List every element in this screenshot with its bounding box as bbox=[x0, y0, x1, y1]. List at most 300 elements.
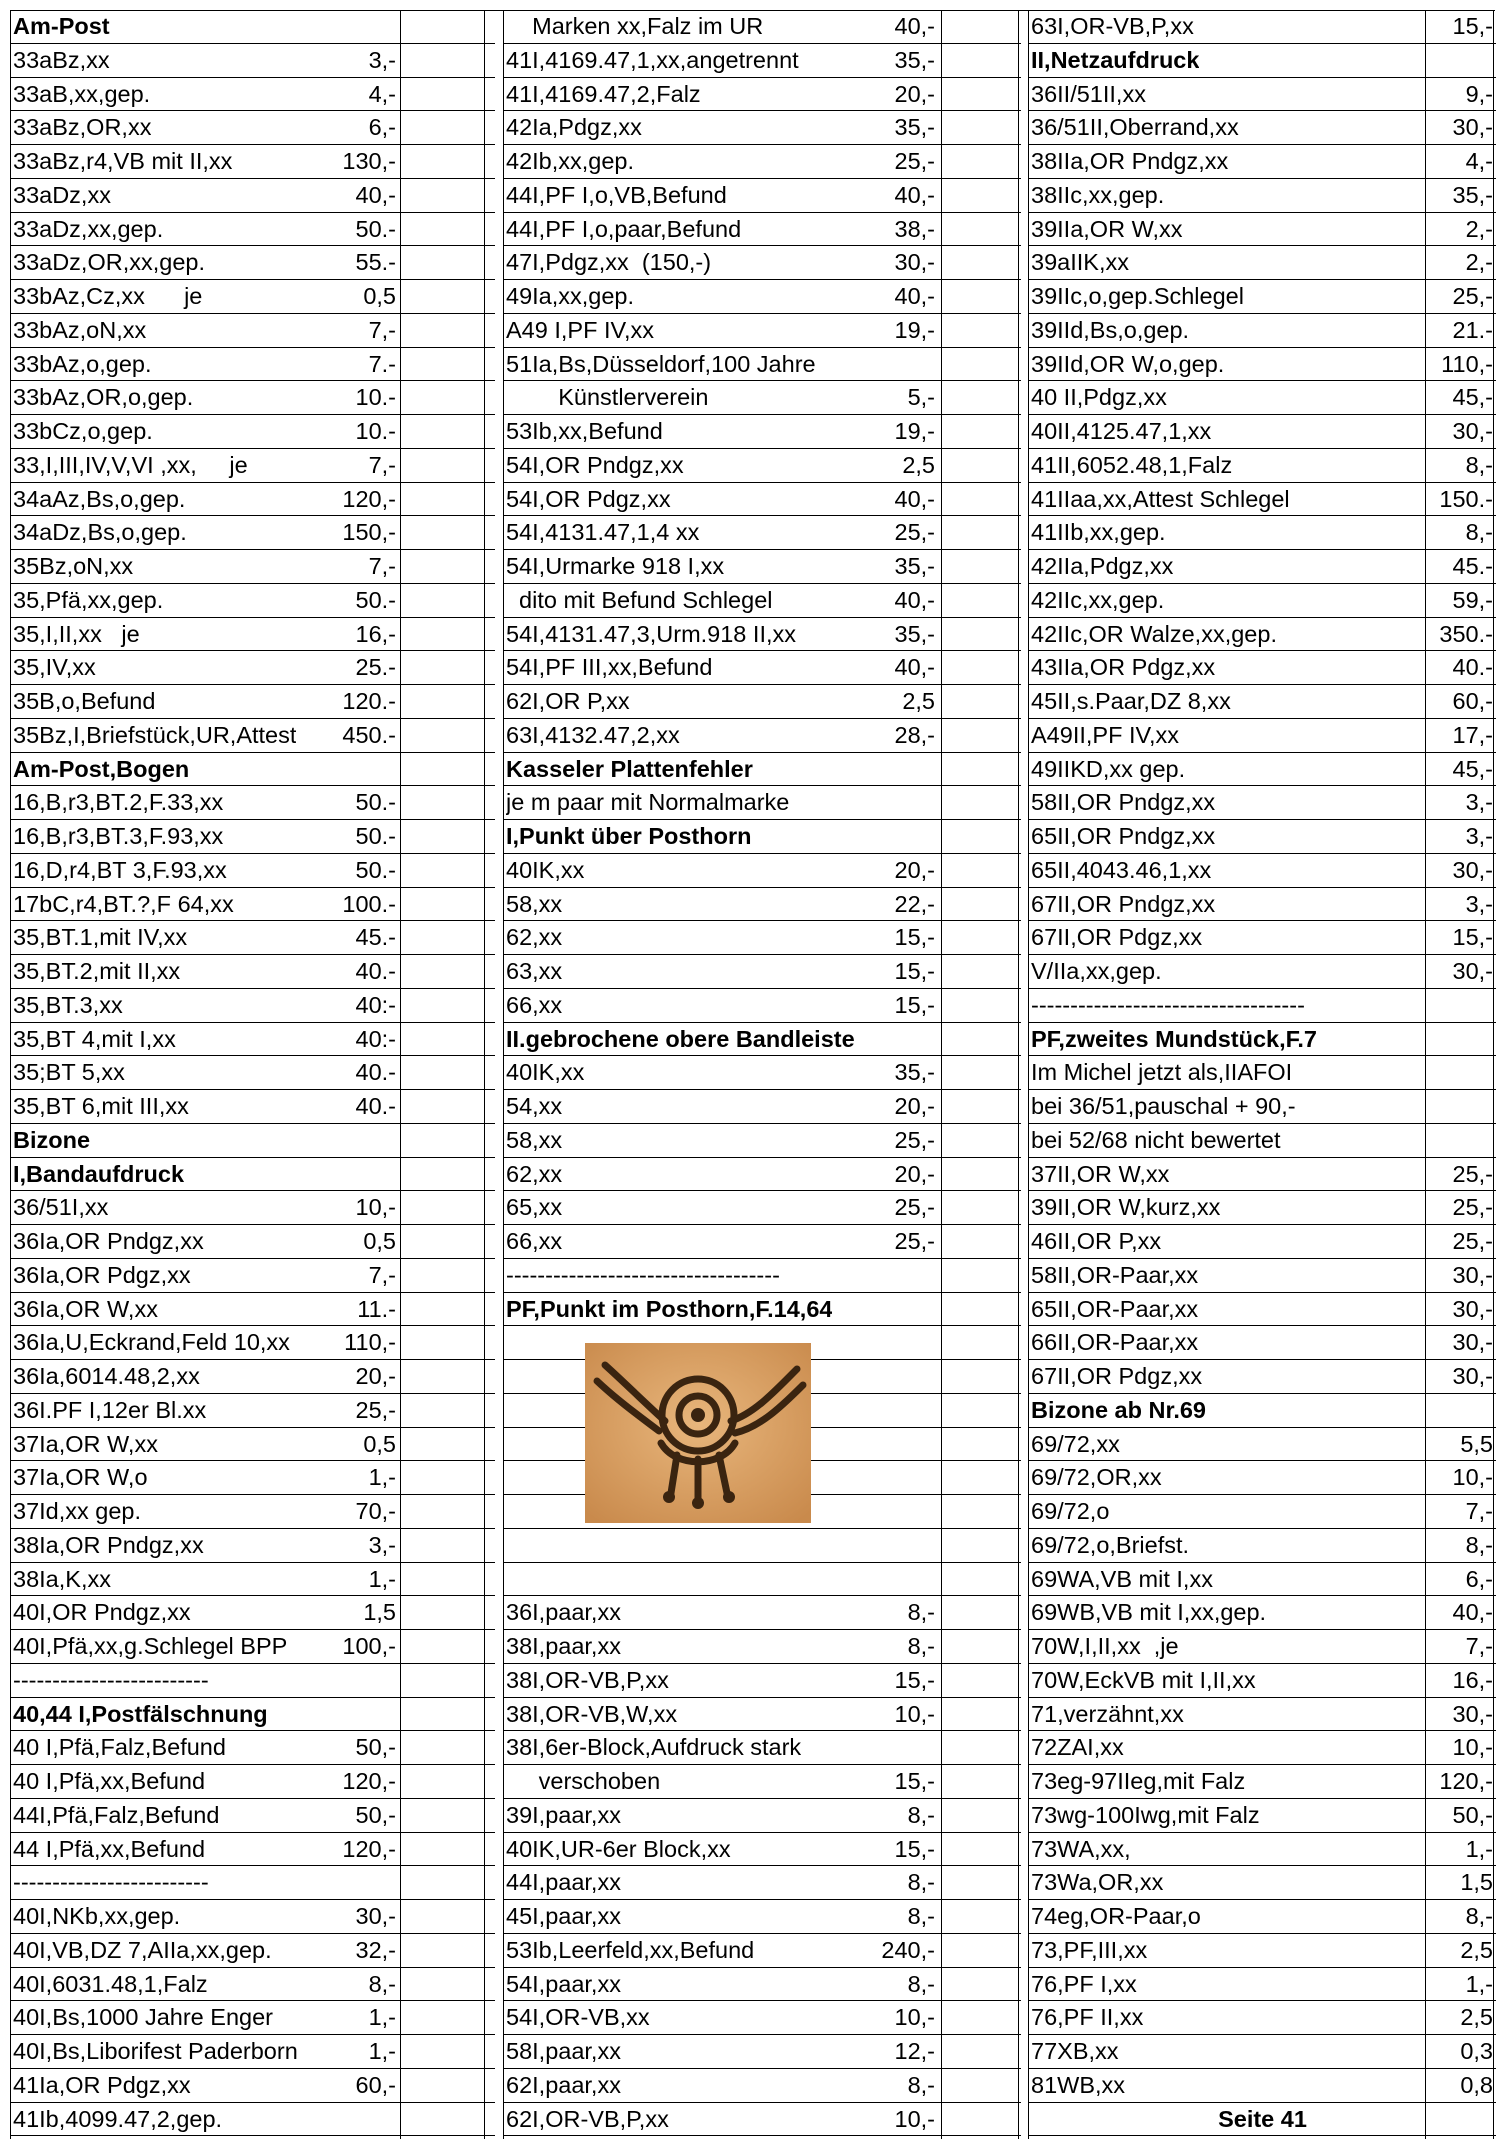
price-row bbox=[504, 786, 1021, 820]
item-price: 35,- bbox=[894, 553, 935, 579]
price-row bbox=[504, 2001, 1021, 2035]
item-description: 39II,OR W,kurz,xx bbox=[1031, 1194, 1221, 1221]
item-description: 69/72,xx bbox=[1031, 1430, 1120, 1457]
item-description: 40I,OR Pndgz,xx bbox=[13, 1599, 191, 1626]
item-price: 25,- bbox=[1452, 1160, 1493, 1187]
section-heading bbox=[11, 753, 495, 787]
item-price: 45,- bbox=[1452, 755, 1493, 782]
price-row bbox=[11, 651, 495, 685]
item-description: 40IK,xx bbox=[506, 1059, 585, 1086]
price-row bbox=[504, 1225, 1021, 1259]
item-price: 40,- bbox=[894, 13, 935, 39]
item-price: 16,- bbox=[355, 620, 396, 647]
item-description: 35,BT.1,mit IV,xx bbox=[13, 924, 188, 951]
item-price: 6,- bbox=[368, 114, 396, 141]
item-price: 3,- bbox=[1465, 789, 1493, 816]
item-description: 58II,OR-Paar,xx bbox=[1031, 1261, 1199, 1288]
item-description: 70W,EckVB mit I,II,xx bbox=[1031, 1666, 1256, 1693]
item-description: A49II,PF IV,xx bbox=[1031, 721, 1180, 748]
item-price: 35,- bbox=[894, 1059, 935, 1086]
item-price: 50.- bbox=[355, 823, 396, 849]
item-description: 33aDz,xx,gep. bbox=[13, 215, 164, 242]
price-row bbox=[11, 1090, 495, 1124]
item-description: 33aDz,xx bbox=[13, 181, 111, 208]
price-row bbox=[11, 1293, 495, 1327]
price-row bbox=[11, 1461, 495, 1495]
price-row bbox=[504, 1968, 1021, 2002]
item-description: 65II,OR Pndgz,xx bbox=[1031, 823, 1216, 849]
item-price: 15,- bbox=[894, 924, 935, 951]
item-price: 0,5 bbox=[363, 283, 396, 309]
item-price: 8,- bbox=[907, 1903, 935, 1929]
price-row bbox=[11, 888, 495, 922]
item-description: 33aDz,OR,xx,gep. bbox=[13, 249, 206, 276]
item-description: 38I,paar,xx bbox=[506, 1633, 621, 1659]
price-row bbox=[504, 314, 1021, 348]
item-description: 65,xx bbox=[506, 1194, 563, 1221]
item-description: 69/72,OR,xx bbox=[1031, 1464, 1162, 1491]
item-price: 59,- bbox=[1452, 586, 1493, 613]
price-row bbox=[11, 1833, 495, 1867]
item-price: 120,- bbox=[342, 1768, 396, 1794]
item-price: 3,- bbox=[368, 1531, 396, 1558]
image-row bbox=[504, 1529, 1021, 1563]
item-price: 150.- bbox=[1439, 485, 1493, 512]
price-row bbox=[504, 854, 1021, 888]
price-row bbox=[504, 1799, 1021, 1833]
price-row bbox=[504, 1056, 1021, 1090]
item-description: 41Ib,4099.47,2,gep. bbox=[13, 2105, 223, 2132]
price-row bbox=[504, 44, 1021, 78]
item-description: 40I,NKb,xx,gep. bbox=[13, 1903, 181, 1929]
item-description: Kasseler Plattenfehler bbox=[506, 755, 753, 782]
price-row bbox=[11, 449, 495, 483]
item-price: 30,- bbox=[1452, 1295, 1493, 1322]
item-price: 10,- bbox=[1452, 1464, 1493, 1491]
price-row bbox=[11, 1866, 495, 1900]
item-description: 73wg-100Iwg,mit Falz bbox=[1031, 1801, 1260, 1828]
item-price: 30,- bbox=[1452, 1261, 1493, 1288]
price-row bbox=[11, 1428, 495, 1462]
item-description: 58,xx bbox=[506, 1126, 563, 1153]
price-row bbox=[11, 145, 495, 179]
item-price: 8,- bbox=[1465, 519, 1493, 546]
item-price: 35,- bbox=[894, 46, 935, 73]
item-price: 7,- bbox=[368, 1261, 396, 1288]
price-row bbox=[11, 516, 495, 550]
item-price: 25,- bbox=[1452, 283, 1493, 309]
item-description: Künstlerverein bbox=[506, 384, 709, 411]
item-price: 30,- bbox=[1452, 418, 1493, 444]
item-description: 39aIIK,xx bbox=[1031, 249, 1129, 276]
price-row bbox=[504, 111, 1021, 145]
item-price: 120,- bbox=[1439, 1768, 1493, 1794]
price-row bbox=[11, 483, 495, 517]
price-row bbox=[504, 1866, 1021, 1900]
item-price: 8,- bbox=[907, 2071, 935, 2098]
item-description: 39IId,Bs,o,gep. bbox=[1031, 316, 1190, 343]
price-row bbox=[11, 314, 495, 348]
item-description: 54I,paar,xx bbox=[506, 1970, 621, 1997]
item-price: 10,- bbox=[1452, 1734, 1493, 1761]
price-row bbox=[11, 1394, 495, 1428]
item-description: 35,BT.2,mit II,xx bbox=[13, 958, 181, 984]
price-row bbox=[504, 1664, 1021, 1698]
item-description: 41Ia,OR Pdgz,xx bbox=[13, 2071, 191, 2098]
item-description: 34aDz,Bs,o,gep. bbox=[13, 519, 187, 546]
item-description: 42IIa,Pdgz,xx bbox=[1031, 553, 1174, 579]
section-heading bbox=[504, 753, 1021, 787]
item-price: 5,5 bbox=[1460, 1430, 1493, 1457]
section-heading bbox=[504, 1293, 1021, 1327]
item-price: 40,- bbox=[894, 485, 935, 512]
price-row bbox=[11, 381, 495, 415]
item-description: 36Ia,OR Pdgz,xx bbox=[13, 1261, 191, 1288]
item-description: 38Ia,K,xx bbox=[13, 1565, 111, 1592]
price-list-page bbox=[10, 10, 1495, 2139]
item-price: 40:- bbox=[355, 1025, 396, 1052]
price-row bbox=[11, 246, 495, 280]
item-price: 7,- bbox=[1465, 1498, 1493, 1524]
item-description: 63I,OR-VB,P,xx bbox=[1031, 13, 1194, 39]
item-price: 25,- bbox=[894, 1194, 935, 1221]
item-description: 35Bz,oN,xx bbox=[13, 553, 134, 579]
item-price: 15,- bbox=[894, 1768, 935, 1794]
item-price: 1,- bbox=[368, 2038, 396, 2064]
price-row bbox=[504, 719, 1021, 753]
item-description: 40 I,Pfä,Falz,Befund bbox=[13, 1734, 226, 1761]
item-price: 50.- bbox=[355, 586, 396, 613]
item-price: 32,- bbox=[355, 1936, 396, 1963]
item-description: 44I,PF I,o,VB,Befund bbox=[506, 181, 727, 208]
item-description: 41I,4169.47,1,xx,angetrennt bbox=[506, 46, 799, 73]
item-price: 2,5 bbox=[1460, 1936, 1493, 1963]
item-price: 25,- bbox=[1452, 1194, 1493, 1221]
price-row bbox=[504, 651, 1021, 685]
item-description: 41II,6052.48,1,Falz bbox=[1031, 451, 1233, 478]
item-description: 40II,4125.47,1,xx bbox=[1031, 418, 1212, 444]
item-price: 1,- bbox=[368, 2004, 396, 2031]
item-description: 66,xx bbox=[506, 991, 563, 1018]
item-description: 77XB,xx bbox=[1031, 2038, 1119, 2064]
item-description: 45II,s.Paar,DZ 8,xx bbox=[1031, 688, 1231, 714]
item-price: 3,- bbox=[1465, 823, 1493, 849]
price-row bbox=[504, 449, 1021, 483]
section-heading bbox=[504, 1023, 1021, 1057]
page-number: Seite 41 bbox=[1218, 2105, 1307, 2132]
item-price: 6,- bbox=[1465, 1565, 1493, 1592]
item-price: 10.- bbox=[355, 384, 396, 411]
item-price: 2,5 bbox=[902, 451, 935, 478]
item-description: 54I,PF III,xx,Befund bbox=[506, 654, 713, 681]
item-price: 240,- bbox=[881, 1936, 935, 1963]
item-price: 4,- bbox=[368, 80, 396, 107]
item-price: 110,- bbox=[344, 1329, 396, 1356]
item-price: 450.- bbox=[342, 721, 396, 748]
item-description: ------------------------- bbox=[13, 1666, 209, 1693]
item-description: 35Bz,I,Briefstück,UR,Attest bbox=[13, 721, 297, 748]
item-description: ----------------------------------- bbox=[1031, 991, 1305, 1018]
item-price: 4,- bbox=[1465, 148, 1493, 174]
item-price: 15,- bbox=[1452, 924, 1493, 951]
item-price: 15,- bbox=[894, 991, 935, 1018]
item-price: 50.- bbox=[355, 856, 396, 883]
item-description: 62,xx bbox=[506, 1160, 563, 1187]
item-price: 50,- bbox=[355, 1734, 396, 1761]
item-description: 54I,4131.47,1,4 xx bbox=[506, 519, 700, 546]
price-row bbox=[504, 685, 1021, 719]
item-price: 7,- bbox=[368, 316, 396, 343]
price-row bbox=[504, 1191, 1021, 1225]
price-row bbox=[11, 1596, 495, 1630]
price-row bbox=[504, 2035, 1021, 2069]
item-description: 38Ia,OR Pndgz,xx bbox=[13, 1531, 204, 1558]
item-description: 69/72,o,Briefst. bbox=[1031, 1531, 1190, 1558]
item-price: 40,- bbox=[894, 181, 935, 208]
item-description: 39IIc,o,gep.Schlegel bbox=[1031, 283, 1244, 309]
price-row bbox=[504, 618, 1021, 652]
price-row bbox=[504, 888, 1021, 922]
price-row bbox=[11, 618, 495, 652]
item-price: 7,- bbox=[368, 451, 396, 478]
item-description: 33aB,xx,gep. bbox=[13, 80, 151, 107]
item-description: 67II,OR Pdgz,xx bbox=[1031, 1363, 1203, 1389]
item-description: A49 I,PF IV,xx bbox=[506, 316, 655, 343]
item-price: 30,- bbox=[1452, 1363, 1493, 1389]
item-description: 33,I,III,IV,V,VI ,xx, je bbox=[13, 451, 248, 478]
item-description: 38I,OR-VB,W,xx bbox=[506, 1700, 678, 1727]
price-row bbox=[11, 1968, 495, 2002]
price-row bbox=[504, 955, 1021, 989]
price-row bbox=[11, 179, 495, 213]
item-price: 25.- bbox=[355, 654, 396, 681]
item-description: 16,D,r4,BT 3,F.93,xx bbox=[13, 856, 227, 883]
item-price: 25,- bbox=[355, 1396, 396, 1423]
price-row bbox=[504, 1765, 1021, 1799]
item-description: II,Netzaufdruck bbox=[1031, 46, 1200, 73]
item-price: 8,- bbox=[907, 1869, 935, 1896]
item-price: 5,- bbox=[907, 384, 935, 411]
item-price: 25,- bbox=[894, 519, 935, 546]
item-description: 38I,6er-Block,Aufdruck stark bbox=[506, 1734, 802, 1761]
item-description: 71,verzähnt,xx bbox=[1031, 1700, 1184, 1727]
price-row bbox=[11, 1056, 495, 1090]
item-description: 47I,Pdgz,xx (150,-) bbox=[506, 249, 712, 276]
item-price: 15,- bbox=[894, 958, 935, 984]
item-price: 20,- bbox=[894, 856, 935, 883]
item-price: 19,- bbox=[894, 316, 935, 343]
item-description: 35;BT 5,xx bbox=[13, 1059, 125, 1086]
price-row bbox=[504, 550, 1021, 584]
item-price: 60,- bbox=[355, 2071, 396, 2098]
price-row bbox=[504, 483, 1021, 517]
item-description: 73eg-97IIeg,mit Falz bbox=[1031, 1768, 1246, 1794]
item-description: 38IIc,xx,gep. bbox=[1031, 181, 1165, 208]
item-description: 45I,paar,xx bbox=[506, 1903, 621, 1929]
item-price: 30,- bbox=[894, 249, 935, 276]
item-description: 67II,OR Pndgz,xx bbox=[1031, 890, 1216, 917]
item-description: 33aBz,xx bbox=[13, 46, 110, 73]
item-description: ------------------------- bbox=[13, 1869, 209, 1896]
section-heading bbox=[11, 1158, 495, 1192]
section-heading bbox=[11, 1124, 495, 1158]
price-row bbox=[11, 1360, 495, 1394]
item-price: 110,- bbox=[1441, 350, 1493, 377]
page-right-border bbox=[1493, 10, 1494, 2139]
item-price: 1,- bbox=[368, 1464, 396, 1491]
item-description: 40I,Pfä,xx,g.Schlegel BPP bbox=[13, 1633, 288, 1659]
item-description: 65II,OR-Paar,xx bbox=[1031, 1295, 1199, 1322]
item-description: 63I,4132.47,2,xx bbox=[506, 721, 680, 748]
price-row bbox=[11, 786, 495, 820]
item-price: 10,- bbox=[894, 1700, 935, 1727]
item-description: 62I,OR P,xx bbox=[506, 688, 630, 714]
col2-right-border bbox=[1018, 10, 1019, 2139]
price-row bbox=[11, 1799, 495, 1833]
item-price: 45.- bbox=[1452, 553, 1493, 579]
item-description: 58II,OR Pndgz,xx bbox=[1031, 789, 1216, 816]
item-description: 73WA,xx, bbox=[1031, 1835, 1131, 1862]
item-price: 2,- bbox=[1465, 249, 1493, 276]
item-price: 45,- bbox=[1452, 384, 1493, 411]
price-row bbox=[504, 1731, 1021, 1765]
column-2 bbox=[503, 10, 1021, 2139]
item-price: 17,- bbox=[1452, 721, 1493, 748]
item-description: 34aAz,Bs,o,gep. bbox=[13, 485, 186, 512]
item-price: 25,- bbox=[1452, 1228, 1493, 1254]
item-description: 69/72,o bbox=[1031, 1498, 1110, 1524]
item-description: 38IIa,OR Pndgz,xx bbox=[1031, 148, 1229, 174]
price-row bbox=[11, 2035, 495, 2069]
item-price: 10,- bbox=[894, 2105, 935, 2132]
price-row bbox=[11, 1529, 495, 1563]
item-description: 33bAz,oN,xx bbox=[13, 316, 147, 343]
item-description: 35,IV,xx bbox=[13, 654, 96, 681]
price-row bbox=[11, 1765, 495, 1799]
item-price: 8,- bbox=[1465, 1531, 1493, 1558]
item-price: 2,5 bbox=[902, 688, 935, 714]
item-price: 40,- bbox=[1452, 1599, 1493, 1626]
price-row bbox=[11, 989, 495, 1023]
item-description: 40I,Bs,1000 Jahre Enger bbox=[13, 2004, 273, 2031]
posthorn-stamp-image bbox=[585, 1343, 811, 1523]
item-price: 25,- bbox=[894, 148, 935, 174]
item-description: 37Ia,OR W,o bbox=[13, 1464, 148, 1491]
item-description: 49Ia,xx,gep. bbox=[506, 283, 635, 309]
item-price: 20,- bbox=[355, 1363, 396, 1389]
item-description: Im Michel jetzt als,IIAFOI bbox=[1031, 1059, 1293, 1086]
item-price: 130,- bbox=[342, 148, 396, 174]
price-row bbox=[504, 2069, 1021, 2103]
price-row bbox=[11, 584, 495, 618]
item-description: PF,Punkt im Posthorn,F.14,64 bbox=[506, 1295, 833, 1322]
column-1 bbox=[10, 10, 495, 2139]
item-price: 22,- bbox=[894, 890, 935, 917]
price-row bbox=[504, 516, 1021, 550]
item-description: 53Ib,Leerfeld,xx,Befund bbox=[506, 1936, 755, 1963]
item-price: 16,- bbox=[1452, 1666, 1493, 1693]
price-row bbox=[504, 1259, 1021, 1293]
price-row bbox=[11, 348, 495, 382]
item-price: 35,- bbox=[894, 620, 935, 647]
item-price: 55.- bbox=[355, 249, 396, 276]
price-row bbox=[504, 1158, 1021, 1192]
item-price: 11.- bbox=[357, 1295, 396, 1322]
price-row bbox=[504, 1698, 1021, 1732]
item-price: 9,- bbox=[1465, 80, 1493, 107]
item-description: 39I,paar,xx bbox=[506, 1801, 621, 1828]
item-description: 41IIaa,xx,Attest Schlegel bbox=[1031, 485, 1290, 512]
item-price: 30,- bbox=[1452, 1700, 1493, 1727]
item-price: 0,3 bbox=[1460, 2038, 1493, 2064]
item-description: 36Ia,OR Pndgz,xx bbox=[13, 1228, 204, 1254]
item-description: ----------------------------------- bbox=[506, 1261, 780, 1288]
price-row bbox=[504, 584, 1021, 618]
col3-price-divider bbox=[1425, 10, 1426, 2139]
item-description: verschoben bbox=[506, 1768, 661, 1794]
item-description: 36/51I,xx bbox=[13, 1194, 109, 1221]
item-description: 44 I,Pfä,xx,Befund bbox=[13, 1835, 206, 1862]
col1-right-border bbox=[484, 10, 485, 2139]
item-price: 8,- bbox=[907, 1599, 935, 1626]
item-description: 36I.PF I,12er Bl.xx bbox=[13, 1396, 207, 1423]
item-price: 10.- bbox=[355, 418, 396, 444]
item-price: 8,- bbox=[368, 1970, 396, 1997]
item-description: 38I,OR-VB,P,xx bbox=[506, 1666, 669, 1693]
item-description: 33aBz,r4,VB mit II,xx bbox=[13, 148, 233, 174]
item-price: 8,- bbox=[1465, 1903, 1493, 1929]
item-description: Bizone ab Nr.69 bbox=[1031, 1396, 1206, 1423]
item-description: 39IId,OR W,o,gep. bbox=[1031, 350, 1225, 377]
item-description: 62I,paar,xx bbox=[506, 2071, 621, 2098]
item-description: 17bC,r4,BT.?,F 64,xx bbox=[13, 890, 234, 917]
price-row bbox=[11, 719, 495, 753]
item-price: 30,- bbox=[1452, 856, 1493, 883]
item-description: 66,xx bbox=[506, 1228, 563, 1254]
item-price: 2,5 bbox=[1460, 2004, 1493, 2031]
item-description: 37Id,xx gep. bbox=[13, 1498, 142, 1524]
item-description: 42IIc,OR Walze,xx,gep. bbox=[1031, 620, 1277, 647]
item-description: 44I,PF I,o,paar,Befund bbox=[506, 215, 742, 242]
item-price: 2,- bbox=[1465, 215, 1493, 242]
item-price: 7.- bbox=[368, 350, 396, 377]
item-description: 81WB,xx bbox=[1031, 2071, 1126, 2098]
item-description: 54I,4131.47,3,Urm.918 II,xx bbox=[506, 620, 796, 647]
item-price: 100,- bbox=[342, 1633, 396, 1659]
item-price: 0,5 bbox=[363, 1430, 396, 1457]
price-row bbox=[504, 1934, 1021, 1968]
price-row bbox=[504, 1833, 1021, 1867]
item-description: Marken xx,Falz im UR bbox=[506, 13, 764, 39]
item-price: 28,- bbox=[894, 721, 935, 748]
item-price: 15,- bbox=[894, 1666, 935, 1693]
price-row bbox=[504, 1596, 1021, 1630]
item-price: 40:- bbox=[355, 991, 396, 1018]
price-row bbox=[11, 854, 495, 888]
item-price: 120.- bbox=[342, 688, 396, 714]
item-price: 40.- bbox=[355, 1093, 396, 1119]
item-description: 36/51II,Oberrand,xx bbox=[1031, 114, 1239, 141]
item-description: 65II,4043.46,1,xx bbox=[1031, 856, 1212, 883]
item-price: 19,- bbox=[894, 418, 935, 444]
item-price: 35,- bbox=[1452, 181, 1493, 208]
posthorn-stamp-icon bbox=[585, 1343, 811, 1523]
item-price: 1,- bbox=[1465, 1970, 1493, 1997]
item-description: 37II,OR W,xx bbox=[1031, 1160, 1170, 1187]
item-price: 50.- bbox=[355, 789, 396, 816]
item-price: 30,- bbox=[355, 1903, 396, 1929]
item-description: 33bAz,o,gep. bbox=[13, 350, 152, 377]
